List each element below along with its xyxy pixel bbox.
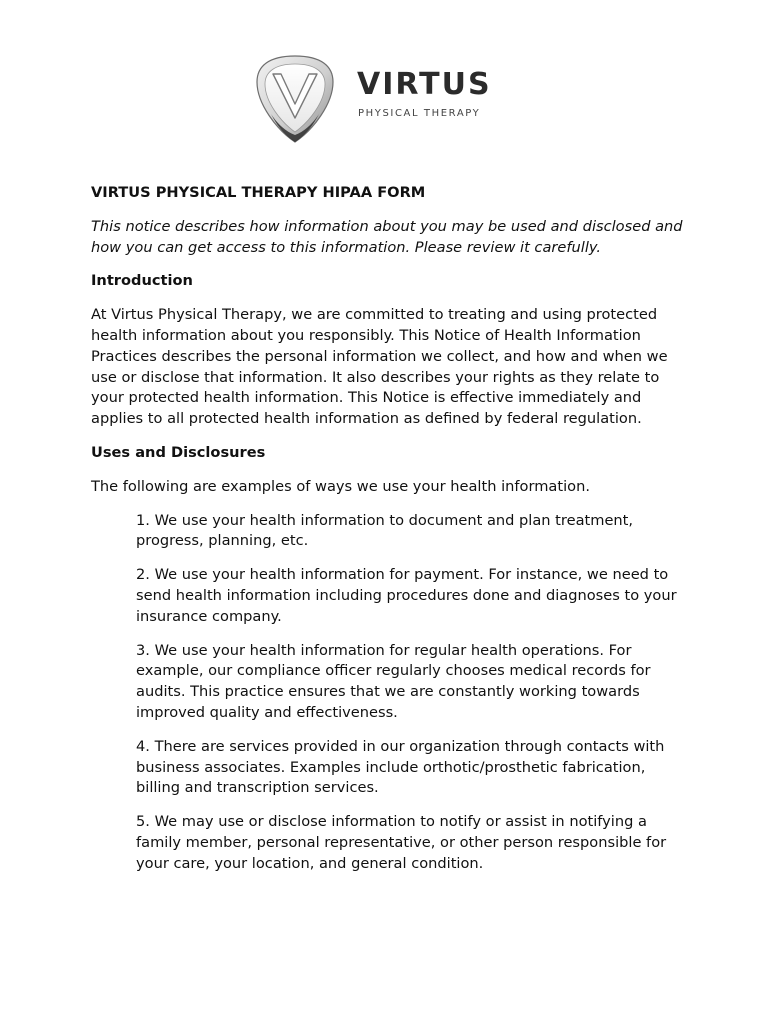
logo-name: VIRTUS [357, 67, 492, 102]
virtus-logo [255, 52, 525, 147]
uses-list [91, 511, 691, 875]
form-title: VIRTUS PHYSICAL THERAPY HIPAA FORM [91, 184, 426, 201]
list-item: 4. There are services provided in our organization through contacts with business associates. Examples include orthotic/prosthetic fabrication, billing and transcription services. [136, 737, 665, 797]
uses-intro: The following are examples of ways we use your health information. [91, 477, 590, 495]
introduction-heading: Introduction [91, 272, 193, 290]
document-body [91, 183, 691, 888]
uses-heading: Uses and Disclosures [91, 443, 266, 461]
logo-tagline: PHYSICAL THERAPY [358, 108, 481, 119]
list-item: 2. We use your health information for payment. For instance, we need to send health information including procedures done and diagnoses to your insurance company. [136, 566, 677, 625]
introduction-body: At Virtus Physical Therapy, we are committed to treating and using protected health information about you responsibly. This Notice of Health Information Practices describes the personal information we collect, and how and when we use or disclose that information. It also describes your rights as they relate to your protected health information. This Notice is effective immediately and applies to all protected health information as defined by federal regulation. [91, 306, 668, 428]
notice-text: This notice describes how information about you may be used and disclosed and how you can get access to this information. Please review it carefully. [91, 217, 683, 256]
list-item: 1. We use your health information to document and plan treatment, progress, planning, etc. [136, 511, 634, 550]
list-item: 3. We use your health information for regular health operations. For example, our compliance officer regularly chooses medical records for audits. This practice ensures that we are constantly working towards improved quality and effectiveness. [136, 641, 651, 721]
list-item: 5. We may use or disclose information to notify or assist in notifying a family member, personal representative, or other person responsible for your care, your location, and general condition. [136, 813, 667, 872]
